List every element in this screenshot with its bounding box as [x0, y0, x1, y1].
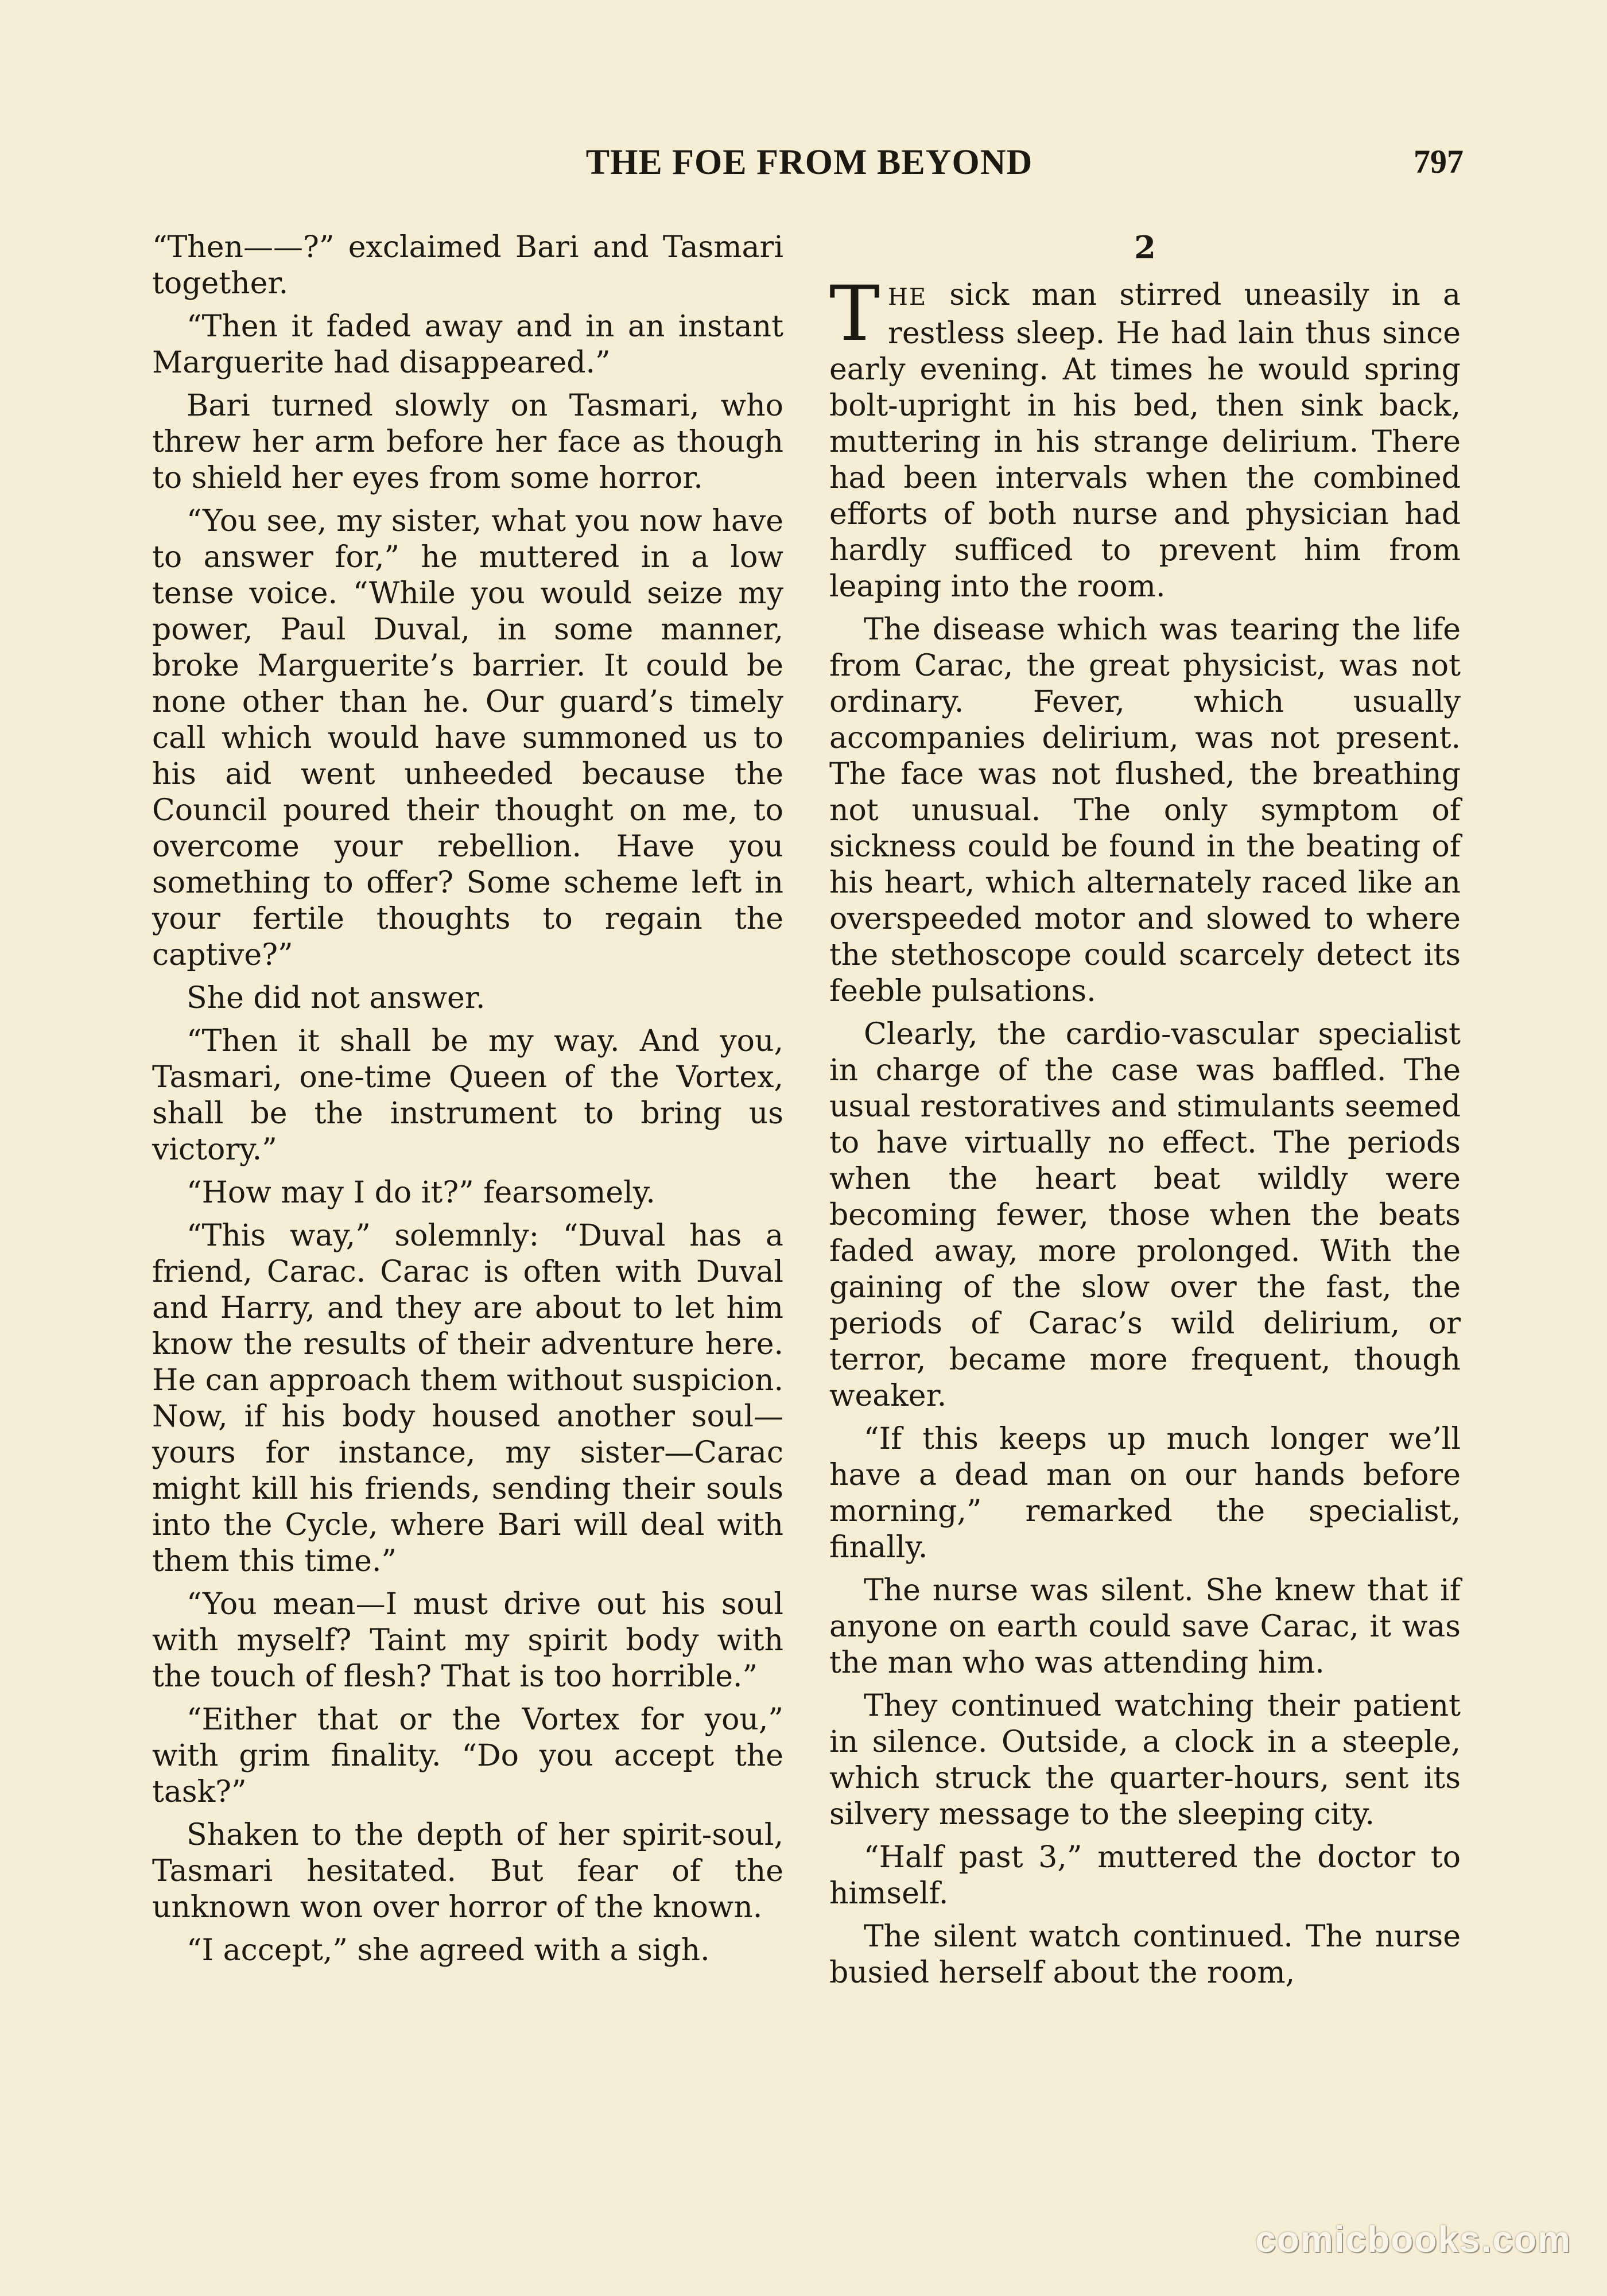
paragraph: “Then——?” exclaimed Bari and Tasmari together.: [152, 230, 783, 301]
paragraph: “Either that or the Vortex for you,” with grim finality. “Do you accept the task?”: [152, 1702, 783, 1809]
paragraph: The nurse was silent. She knew that if anyone on earth could save Carac, it was the man who was attending him.: [829, 1573, 1461, 1680]
paragraph: “If this keeps up much longer we’ll have a dead man on our hands before morning,” remarked the specialist, finally.: [829, 1422, 1461, 1565]
paragraph: “This way,” solemnly: “Duval has a friend, Carac. Carac is often with Duval and Harry, and they are about to let him know the results of their adventure here. He can approach them without suspicion. Now, if his body housed another soul—yours for instance, my sister—Carac might kill his friends, sending their souls into the Cycle, where Bari will deal with them this time.”: [152, 1219, 783, 1578]
paragraph: The silent watch continued. The nurse busied herself about the room,: [829, 1919, 1461, 1990]
paragraph: “Half past 3,” muttered the doctor to himself.: [829, 1840, 1461, 1911]
right-column: [829, 230, 1461, 1998]
small-caps-lead: HE: [888, 284, 927, 311]
paragraph: “You see, my sister, what you now have to answer for,” he muttered in a low tense voice. “While you would seize my power, Paul Duval, in some manner, broke Marguerite’s barrier. It could be none other than he. Our guard’s timely call which would have summoned us to his aid went unheeded because the Council poured their thought on me, to overcome your rebellion. Have you something to offer? Some scheme left in your fertile thoughts to regain the captive?”: [152, 504, 783, 972]
site-watermark: comicbooks.com: [1255, 2219, 1571, 2260]
paragraph: They continued watching their patient in silence. Outside, a clock in a steeple, which struck the quarter-hours, sent its silvery message to the sleeping city.: [829, 1689, 1461, 1832]
paragraph: “Then it faded away and in an instant Marguerite had disappeared.”: [152, 309, 783, 380]
paragraph: Clearly, the cardio-vascular specialist in charge of the case was baffled. The usual restoratives and stimulants seemed to have virtually no effect. The periods when the heart beat wildly were becoming fewer, those when the beats faded away, more prolonged. With the gaining of the slow over the fast, the periods of Carac’s wild delirium, or terror, became more frequent, though weaker.: [829, 1017, 1461, 1413]
left-column: [152, 230, 783, 1976]
drop-cap: T: [829, 270, 880, 358]
running-title: THE FOE FROM BEYOND: [585, 143, 1033, 182]
paragraph: The disease which was tearing the life from Carac, the great physicist, was not ordinary. Fever, which usually accompanies delirium, was not present. The face was not flushed, the breathing not unusual. The only symptom of sickness could be found in the beating of his heart, which alternately raced like an overspeeded motor and slowed to where the stethoscope could scarcely detect its feeble pulsations.: [829, 612, 1461, 1009]
paragraph: She did not answer.: [187, 981, 486, 1015]
section-number: 2: [1134, 229, 1156, 266]
opening-paragraph: [829, 270, 1461, 605]
paragraph: “You mean—I must drive out his soul with myself? Taint my spirit body with the touch of flesh? That is too horrible.”: [152, 1587, 783, 1694]
paragraph: Shaken to the depth of her spirit-soul, Tasmari hesitated. But fear of the unknown won over horror of the known.: [152, 1818, 783, 1925]
paragraph: “Then it shall be my way. And you, Tasmari, one-time Queen of the Vortex, shall be the instrument to bring us victory.”: [152, 1024, 783, 1167]
page-header: [155, 142, 1464, 194]
paragraph: “How may I do it?” fearsomely.: [187, 1176, 655, 1210]
paragraph: “I accept,” she agreed with a sigh.: [187, 1933, 710, 1968]
paragraph: Bari turned slowly on Tasmari, who threw her arm before her face as though to shield her eyes from some horror.: [152, 389, 783, 495]
opening-paragraph-text: sick man stirred uneasily in a restless sleep. He had lain thus since early evening. At times he would spring bolt-upright in his bed, then sink back, muttering in his strange delirium. There had been intervals when the combined efforts of both nurse and physician had hardly sufficed to prevent him from leaping into the room.: [829, 278, 1461, 604]
page-number: 797: [1414, 143, 1464, 180]
